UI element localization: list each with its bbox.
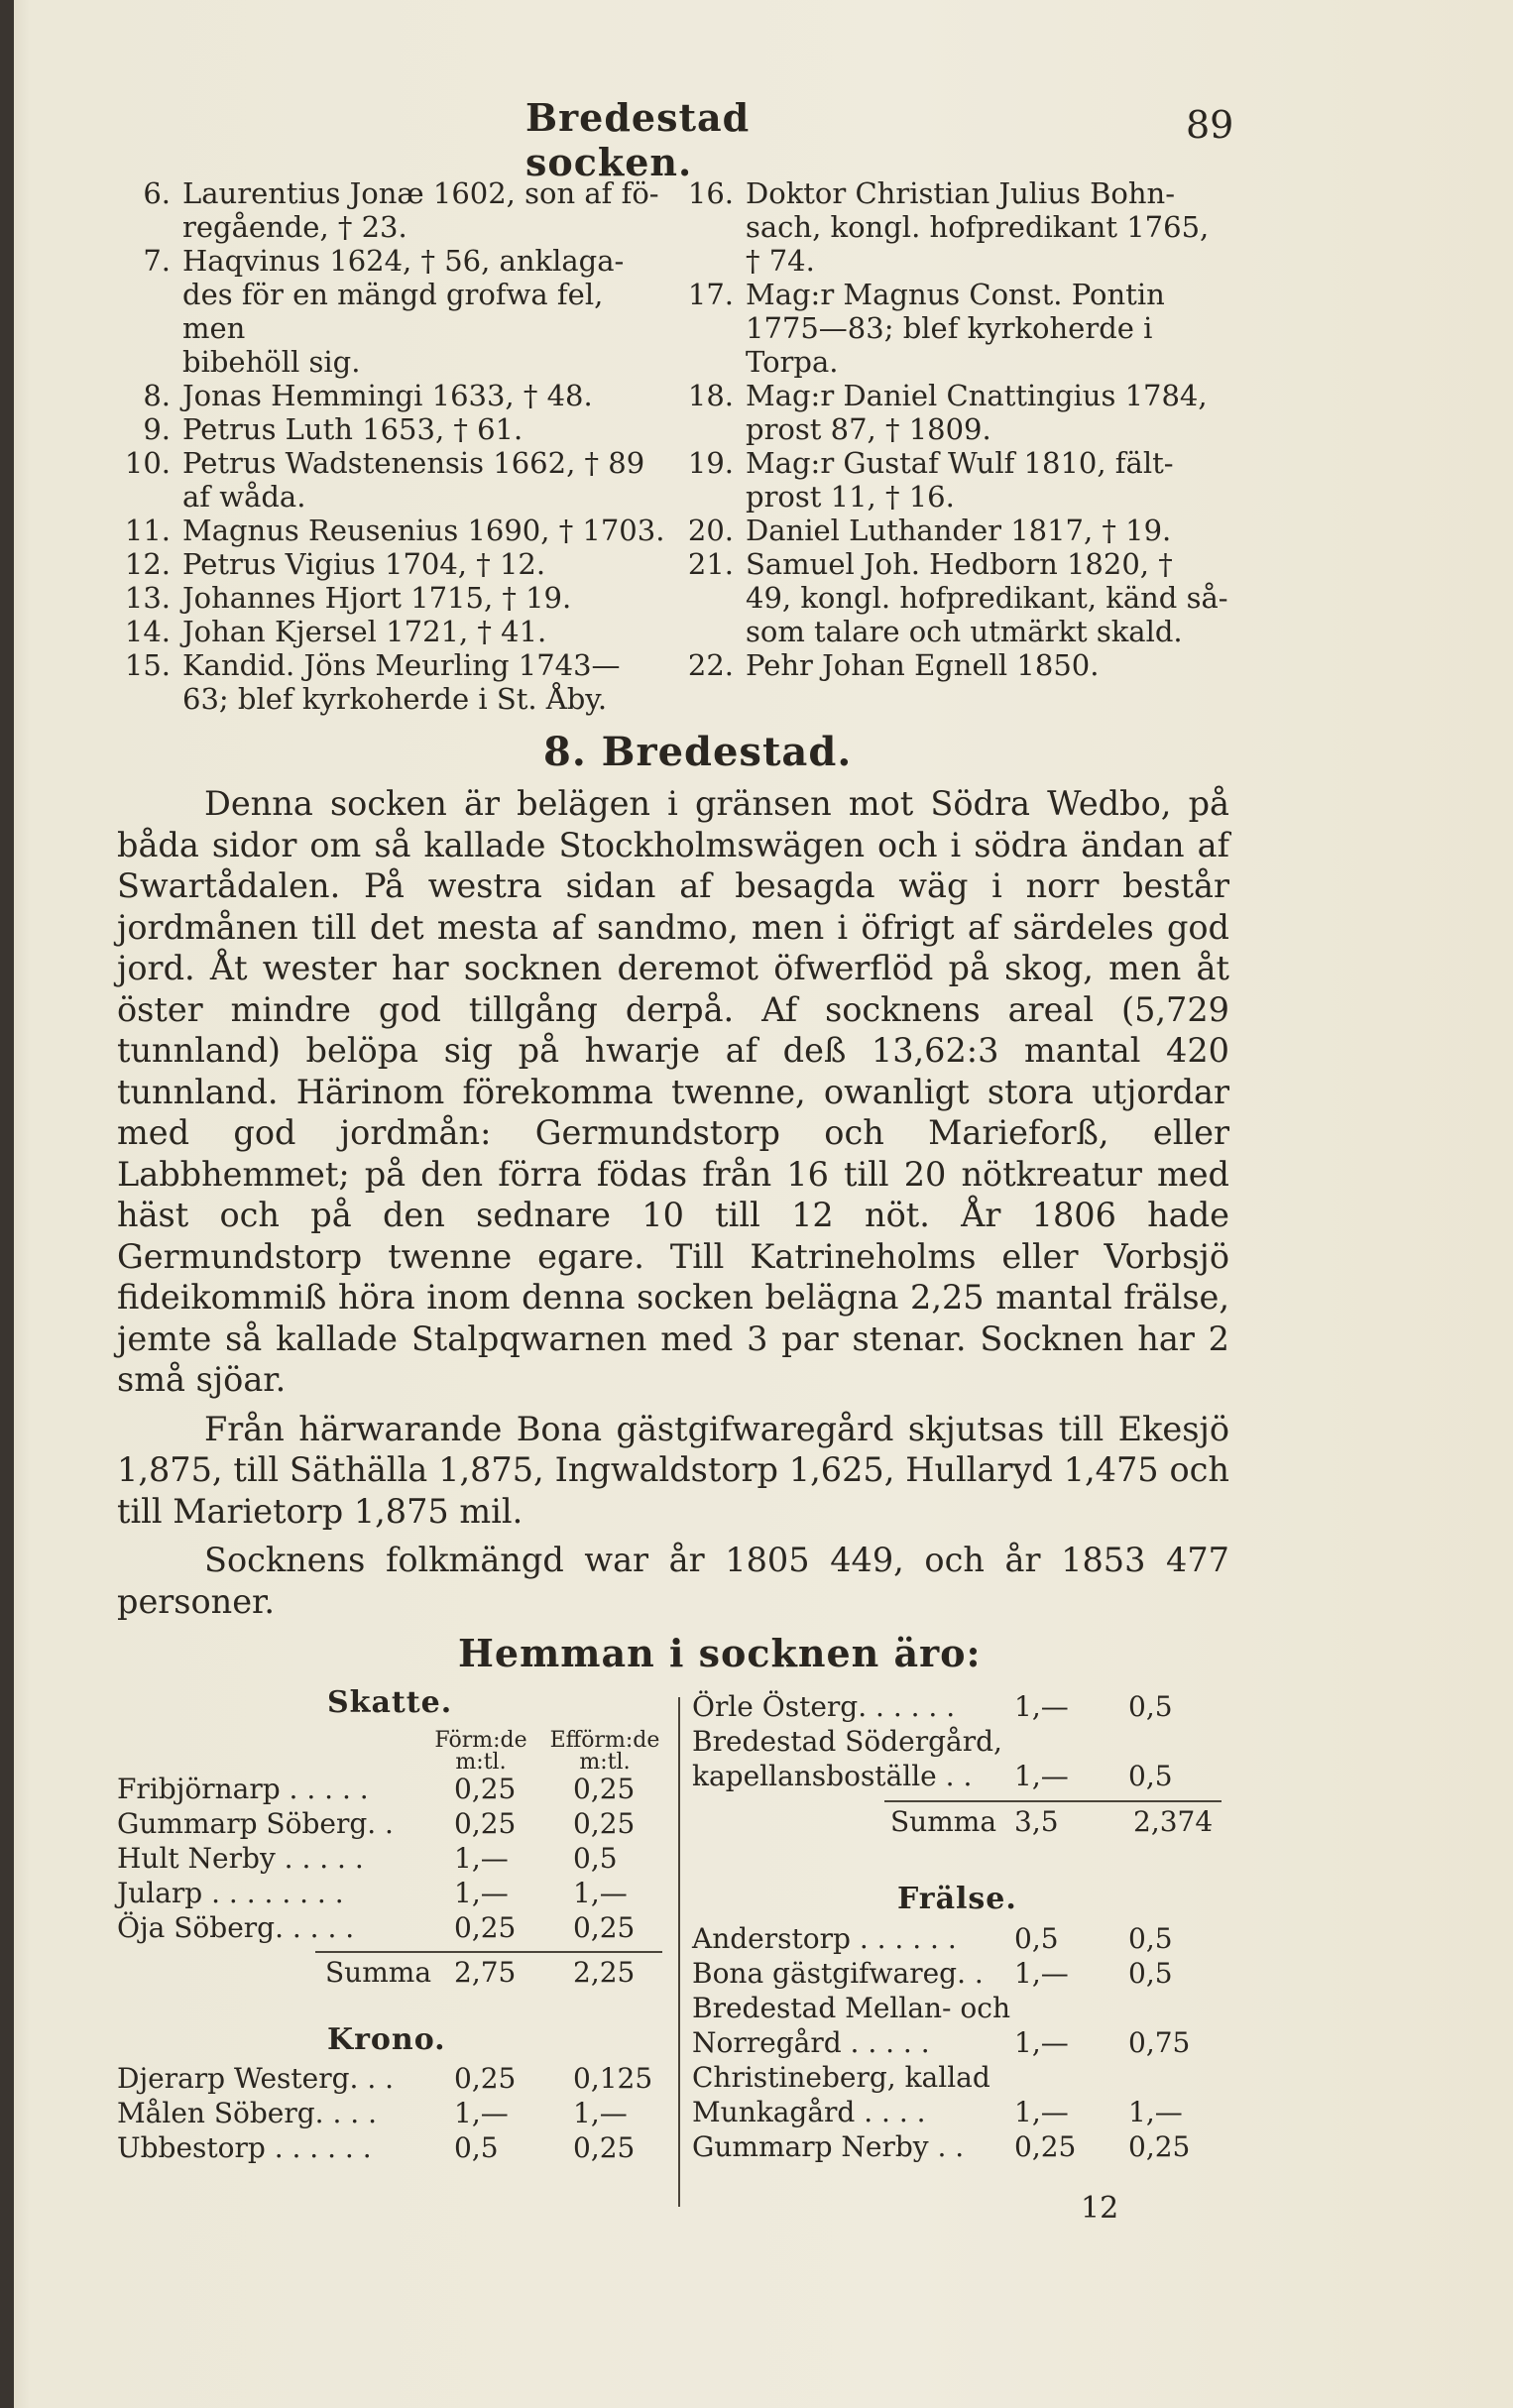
clergy-list-right xyxy=(680,176,1235,682)
fralse-heading: Frälse. xyxy=(897,1882,1017,1916)
list-item-line: Samuel Joh. Hedborn 1820, † xyxy=(746,547,1173,581)
farm-name: Öja Söberg. . . . . xyxy=(117,1911,355,1944)
mantal-before: 1,— xyxy=(454,1877,509,1909)
table-row xyxy=(692,1956,1227,1991)
fralse-table xyxy=(692,1921,1227,2164)
list-item-number: 18. xyxy=(687,379,734,412)
paragraph-distances: Från härwarande Bona gästgifwaregård skjutsas till Ekesjö 1,875, till Säthälla 1,875, Ingwaldstorp 1,625, Hullaryd 1,475 och till Marietorp 1,875 mil. xyxy=(117,1409,1229,1531)
table-row xyxy=(117,1772,672,1806)
table-row xyxy=(117,2130,672,2165)
mantal-before: 1,— xyxy=(454,2097,509,2129)
list-item-number: 19. xyxy=(687,446,734,480)
farm-name: Christineberg, kallad xyxy=(692,2061,990,2094)
list-item-line: Petrus Luth 1653, † 61. xyxy=(182,412,524,446)
col-header-2 xyxy=(545,1730,664,1774)
list-item-text xyxy=(182,547,668,581)
list-item-number: 8. xyxy=(143,379,171,412)
mantal-before: 1,— xyxy=(1014,2026,1069,2059)
list-item-number: 10. xyxy=(124,446,171,480)
skatte-sum-value-1: 2,75 xyxy=(454,1956,517,1989)
list-item xyxy=(117,581,668,615)
mantal-before: 0,25 xyxy=(454,2062,517,2095)
mantal-after: 0,25 xyxy=(1128,2130,1191,2163)
mantal-before: 1,— xyxy=(1014,2096,1069,2128)
list-item-text xyxy=(182,176,668,244)
list-item-number: 16. xyxy=(687,176,734,210)
list-item-text xyxy=(182,379,668,412)
hemman-title: Hemman i socknen äro: xyxy=(458,1631,982,1675)
mantal-after: 0,25 xyxy=(573,2131,636,2164)
table-row xyxy=(692,1921,1227,1956)
mantal-after: 0,5 xyxy=(573,1842,618,1875)
table-row xyxy=(692,1991,1227,2025)
mantal-after: 0,25 xyxy=(573,1773,636,1805)
list-item-text xyxy=(182,615,668,648)
right-top-table xyxy=(692,1689,1227,1793)
farm-name: Örle Österg. . . . . . xyxy=(692,1690,956,1723)
list-item-line: prost 11, † 16. xyxy=(746,480,955,514)
farm-name: Gummarp Nerby . . xyxy=(692,2130,965,2163)
list-item xyxy=(117,514,668,547)
table-row xyxy=(692,1689,1227,1724)
table-row xyxy=(117,1841,672,1876)
skatte-heading: Skatte. xyxy=(327,1685,453,1720)
mantal-after: 0,25 xyxy=(573,1911,636,1944)
mantal-before: 0,25 xyxy=(454,1807,517,1840)
parish-description xyxy=(117,783,1229,1622)
mantal-before: 1,— xyxy=(1014,1957,1069,1990)
skatte-sum-rule xyxy=(315,1951,662,1953)
list-item-line: prost 87, † 1809. xyxy=(746,412,991,446)
signature-mark: 12 xyxy=(1081,2191,1119,2226)
skatte-sum-value-2: 2,25 xyxy=(573,1956,636,1989)
farm-name: Ubbestorp . . . . . . xyxy=(117,2131,372,2164)
farm-name: Hult Nerby . . . . . xyxy=(117,1842,364,1875)
running-header-title: Bredestad socken. xyxy=(525,95,751,184)
skatte-sum-label: Summa xyxy=(325,1956,432,1989)
table-row xyxy=(117,2061,672,2096)
list-item-line: Pehr Johan Egnell 1850. xyxy=(746,648,1100,682)
list-item xyxy=(117,446,668,514)
mantal-before: 1,— xyxy=(454,1842,509,1875)
col-header-1 xyxy=(426,1730,535,1774)
table-row xyxy=(692,1724,1227,1759)
table-row xyxy=(117,1910,672,1945)
list-item-line: Petrus Wadstenensis 1662, † 89 xyxy=(182,446,645,480)
mantal-before: 1,— xyxy=(1014,1760,1069,1792)
mantal-before: 1,— xyxy=(1014,1690,1069,1723)
list-item-text xyxy=(746,514,1235,547)
table-row xyxy=(692,2129,1227,2164)
list-item xyxy=(117,547,668,581)
farm-name: Fribjörnarp . . . . . xyxy=(117,1773,369,1805)
list-item xyxy=(117,379,668,412)
farm-name: Bredestad Södergård, xyxy=(692,1725,1002,1758)
farm-name: kapellansboställe . . xyxy=(692,1760,973,1792)
list-item-text xyxy=(182,514,668,547)
farm-name: Bona gästgifwareg. . xyxy=(692,1957,984,1990)
farm-name: Gummarp Söberg. . xyxy=(117,1807,394,1840)
list-item-number: 6. xyxy=(143,176,171,210)
list-item-text xyxy=(746,648,1235,682)
table-row xyxy=(692,1759,1227,1793)
paragraph-geography: Denna socken är belägen i gränsen mot Södra Wedbo, på båda sidor om så kallade Stockholmswägen och i södra ändan af Swartådalen. På westra sidan af besagda wäg i norr består jordmånen till det mesta af sandmo, men i öfrigt af särdeles god jord. Åt wester har socknen deremot öfwerflöd på skog, men åt öster mindre god tillgång derpå. Af socknens areal (5,729 tunnland) belöpa sig på hwarje af deß 13,62:3 mantal 420 tunnland. Härinom förekomma twenne, owanligt stora utjordar med god jordmån: Germundstorp och Marieforß, eller Labbhemmet; på den förra födas från 16 till 20 nötkreatur med häst och på den sednare 10 till 12 nöt. År 1806 hade Germundstorp twenne egare. Till Katrineholms eller Vorbsjö fideikommiß höra inom denna socken belägna 2,25 mantal frälse, jemte så kallade Stalpqwarnen med 3 par stenar. Socknen har 2 små sjöar. xyxy=(117,784,1229,1399)
list-item-line: Jonas Hemmingi 1633, † 48. xyxy=(182,379,593,412)
list-item-number: 17. xyxy=(687,278,734,311)
list-item-line: Mag:r Gustaf Wulf 1810, fält- xyxy=(746,446,1174,480)
list-item-line: Johannes Hjort 1715, † 19. xyxy=(182,581,572,615)
mantal-before: 0,5 xyxy=(1014,1922,1059,1955)
list-item-line: som talare och utmärkt skald. xyxy=(746,615,1183,648)
list-item-line: Doktor Christian Julius Bohn- xyxy=(746,176,1176,210)
table-row xyxy=(117,2096,672,2130)
list-item xyxy=(680,446,1235,514)
farm-name: Anderstorp . . . . . . xyxy=(692,1922,957,1955)
list-item-line: regående, † 23. xyxy=(182,210,407,244)
list-item-text xyxy=(182,581,668,615)
list-item-line: sach, kongl. hofpredikant 1765, xyxy=(746,210,1210,244)
list-item-text xyxy=(182,648,668,716)
list-item-line: Daniel Luthander 1817, † 19. xyxy=(746,514,1172,547)
page-number: 89 xyxy=(1186,103,1234,147)
list-item-text xyxy=(746,278,1235,379)
list-item xyxy=(117,412,668,446)
list-item-line: 49, kongl. hofpredikant, känd så- xyxy=(746,581,1228,615)
col-header-1-bottom: m:tl. xyxy=(455,1750,507,1775)
right-top-sum xyxy=(692,1804,1227,1839)
mantal-after: 0,5 xyxy=(1128,1957,1173,1990)
list-item-text xyxy=(182,412,668,446)
list-item-line: Petrus Vigius 1704, † 12. xyxy=(182,547,546,581)
mantal-after: 0,75 xyxy=(1128,2026,1191,2059)
krono-table xyxy=(117,2061,672,2165)
table-row xyxy=(117,1806,672,1841)
clergy-list-left xyxy=(117,176,668,716)
skatte-table xyxy=(117,1772,672,1945)
list-item-number: 9. xyxy=(143,412,171,446)
list-item-line: Magnus Reusenius 1690, † 1703. xyxy=(182,514,665,547)
table-row xyxy=(692,2060,1227,2095)
list-item-line: Mag:r Magnus Const. Pontin xyxy=(746,278,1165,311)
mantal-before: 0,25 xyxy=(454,1773,517,1805)
col-header-2-top: Efförm:de xyxy=(549,1728,660,1753)
list-item-line: des för en mängd grofwa fel, men xyxy=(182,278,604,345)
list-item-line: Mag:r Daniel Cnattingius 1784, xyxy=(746,379,1208,412)
mantal-after: 0,5 xyxy=(1128,1922,1173,1955)
list-item-number: 12. xyxy=(124,547,171,581)
col-header-2-bottom: m:tl. xyxy=(579,1750,631,1775)
list-item-line: bibehöll sig. xyxy=(182,345,361,379)
right-sum-label: Summa xyxy=(890,1805,997,1838)
mantal-after: 0,125 xyxy=(573,2062,653,2095)
right-sum-value-1: 3,5 xyxy=(1014,1805,1059,1838)
list-item xyxy=(117,244,668,379)
list-item-text xyxy=(746,176,1235,278)
mantal-after: 0,5 xyxy=(1128,1760,1173,1792)
list-item-line: af wåda. xyxy=(182,480,306,514)
list-item-line: Laurentius Jonæ 1602, son af fö- xyxy=(182,176,659,210)
col-header-1-top: Förm:de xyxy=(434,1728,527,1753)
mantal-after: 1,— xyxy=(573,2097,628,2129)
list-item-number: 11. xyxy=(124,514,171,547)
mantal-before: 0,5 xyxy=(454,2131,499,2164)
mantal-before: 0,25 xyxy=(454,1911,517,1944)
farm-name: Norregård . . . . . xyxy=(692,2026,930,2059)
farm-name: Målen Söberg. . . . xyxy=(117,2097,377,2129)
list-item xyxy=(117,176,668,244)
list-item-text xyxy=(182,244,668,379)
list-item xyxy=(680,379,1235,446)
mantal-after: 0,5 xyxy=(1128,1690,1173,1723)
table-row xyxy=(117,1876,672,1910)
mantal-after: 0,25 xyxy=(573,1807,636,1840)
mantal-after: 1,— xyxy=(1128,2096,1183,2128)
list-item-line: Johan Kjersel 1721, † 41. xyxy=(182,615,547,648)
list-item-line: Kandid. Jöns Meurling 1743— xyxy=(182,648,621,682)
table-row xyxy=(692,2025,1227,2060)
paragraph-population: Socknens folkmängd war år 1805 449, och år 1853 477 personer. xyxy=(117,1541,1229,1621)
list-item-line: † 74. xyxy=(746,244,815,278)
list-item-line: Haqvinus 1624, † 56, anklaga- xyxy=(182,244,625,278)
mantal-before: 0,25 xyxy=(1014,2130,1077,2163)
list-item-number: 14. xyxy=(124,615,171,648)
right-sum-rule xyxy=(884,1800,1222,1802)
list-item-number: 15. xyxy=(124,648,171,682)
list-item-text xyxy=(746,446,1235,514)
list-item-line: 1775—83; blef kyrkoherde i Torpa. xyxy=(746,311,1153,379)
farm-name: Bredestad Mellan- och xyxy=(692,1992,1010,2024)
list-item-text xyxy=(746,547,1235,648)
list-item xyxy=(680,278,1235,379)
list-item xyxy=(680,547,1235,648)
list-item-number: 20. xyxy=(687,514,734,547)
table-divider xyxy=(678,1697,680,2207)
farm-name: Munkagård . . . . xyxy=(692,2096,926,2128)
section-title: 8. Bredestad. xyxy=(543,729,853,775)
list-item-number: 21. xyxy=(687,547,734,581)
binding-edge xyxy=(0,0,14,2408)
list-item xyxy=(680,648,1235,682)
list-item-number: 13. xyxy=(124,581,171,615)
mantal-after: 1,— xyxy=(573,1877,628,1909)
list-item xyxy=(680,176,1235,278)
table-row xyxy=(692,2095,1227,2129)
list-item-line: 63; blef kyrkoherde i St. Åby. xyxy=(182,682,608,716)
list-item xyxy=(680,514,1235,547)
list-item-number: 22. xyxy=(687,648,734,682)
farm-name: Jularp . . . . . . . . xyxy=(117,1877,344,1909)
list-item xyxy=(117,648,668,716)
farm-name: Djerarp Westerg. . . xyxy=(117,2062,395,2095)
list-item xyxy=(117,615,668,648)
right-sum-value-2: 2,374 xyxy=(1133,1805,1214,1838)
list-item-text xyxy=(182,446,668,514)
list-item-text xyxy=(746,379,1235,446)
list-item-number: 7. xyxy=(143,244,171,278)
krono-heading: Krono. xyxy=(327,2022,446,2057)
skatte-sum xyxy=(117,1955,672,1990)
